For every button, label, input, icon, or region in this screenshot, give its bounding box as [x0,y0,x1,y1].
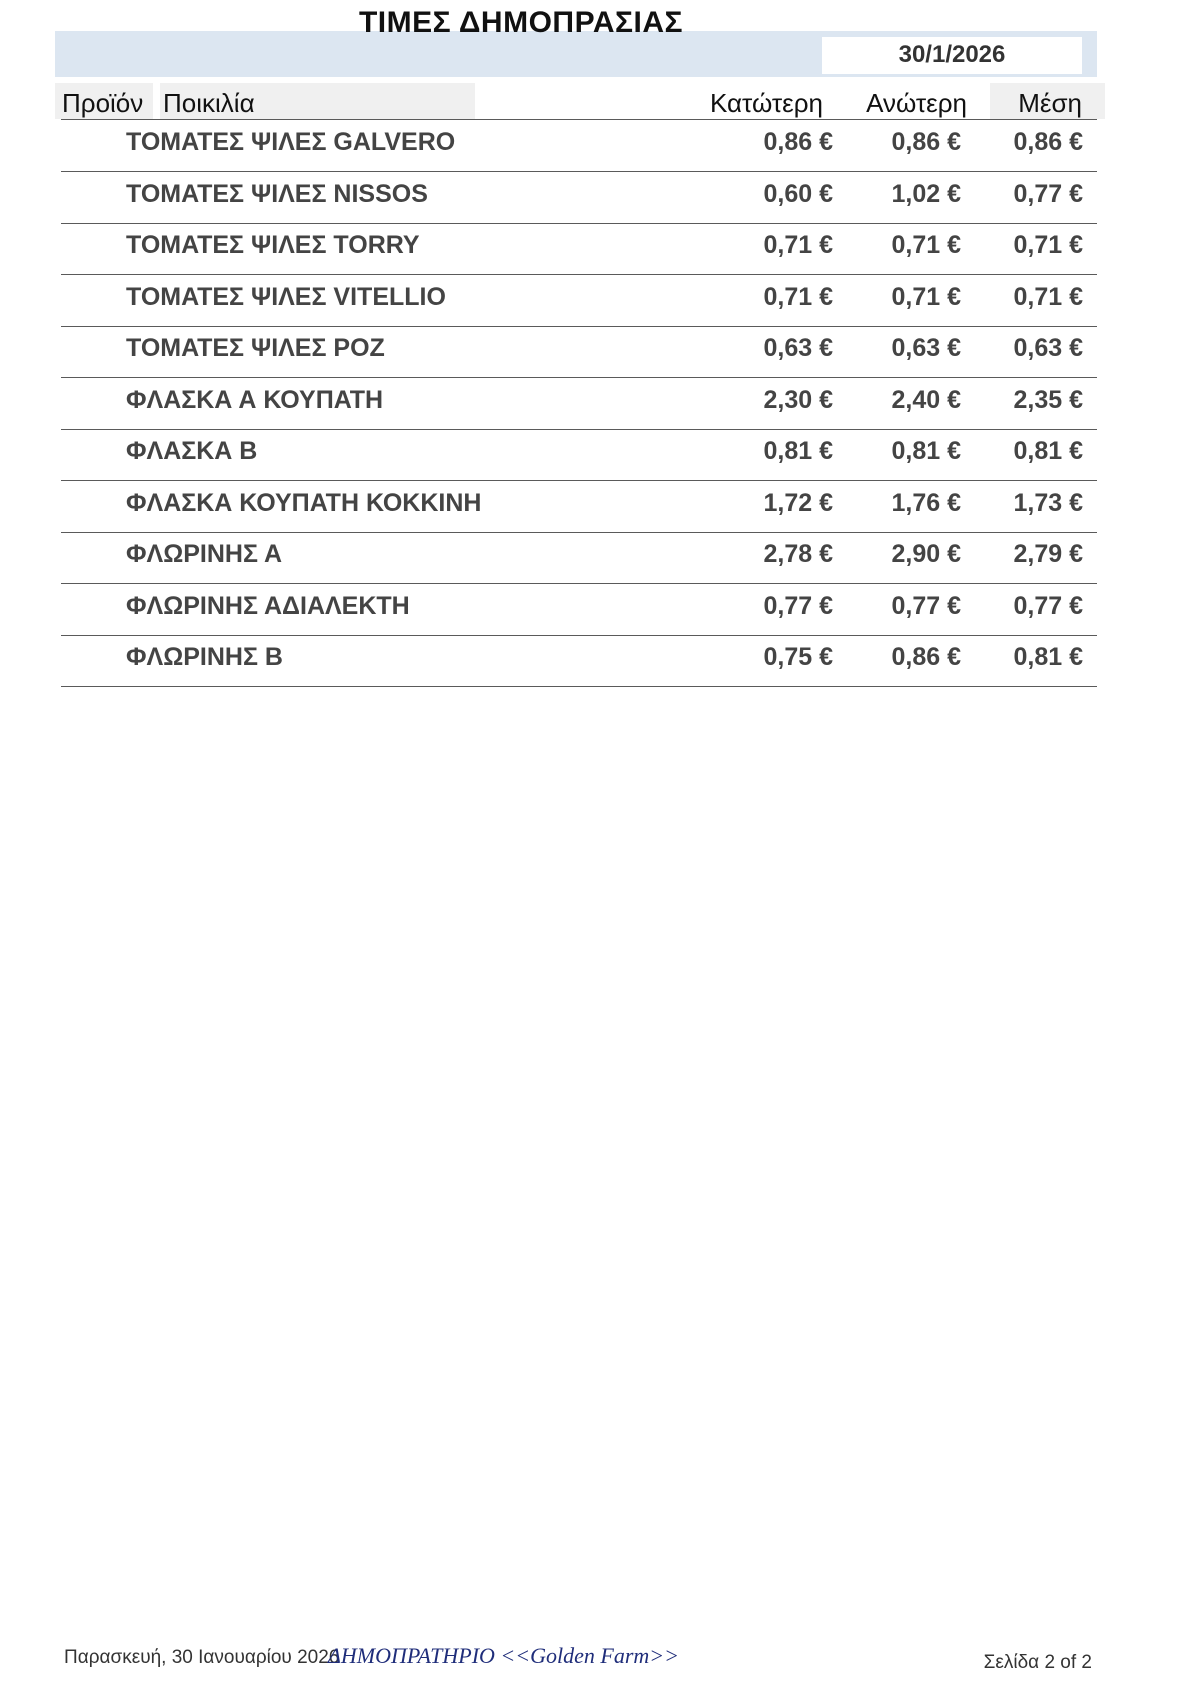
high-price-cell: 0,86 € [891,128,961,156]
avg-price-cell: 0,86 € [1013,128,1083,156]
variety-cell: ΤΟΜΑΤΕΣ ΨΙΛΕΣ NISSOS [126,179,428,208]
table-row [61,532,1097,584]
low-price-cell: 0,60 € [763,179,833,208]
table-row [61,378,1097,430]
table-row [61,275,1097,327]
low-price-cell: 0,71 € [763,231,833,259]
high-price-cell: 0,77 € [891,591,961,620]
variety-cell: ΦΛΑΣΚΑ Β [126,437,258,465]
avg-price-cell: 0,77 € [1013,179,1083,208]
high-price-cell: 0,81 € [891,437,961,465]
table-row [61,223,1097,275]
avg-price-cell: 0,77 € [1013,591,1083,620]
header-high: Ανώτερη [866,88,967,118]
header-product: Προϊόν [62,88,144,118]
low-price-cell: 0,75 € [763,643,833,671]
high-price-cell: 0,71 € [891,231,961,259]
variety-cell: ΦΛΩΡΙΝΗΣ ΑΔΙΑΛΕΚΤΗ [126,591,410,620]
header-avg: Μέση [1018,88,1082,118]
table-row [61,584,1097,636]
low-price-cell: 1,72 € [763,488,833,517]
variety-cell: ΤΟΜΑΤΕΣ ΨΙΛΕΣ GALVERO [126,128,456,156]
auction-date: 30/1/2026 [898,41,1006,68]
table-row [61,429,1097,481]
avg-price-cell: 0,71 € [1013,282,1083,311]
variety-cell: ΤΟΜΑΤΕΣ ΨΙΛΕΣ ΡΟΖ [126,334,385,362]
table-row [61,635,1097,687]
low-price-cell: 0,71 € [763,282,833,311]
avg-price-cell: 0,81 € [1013,437,1083,465]
low-price-cell: 2,78 € [763,540,833,568]
variety-cell: ΦΛΑΣΚΑ Α ΚΟΥΠΑΤΗ [126,385,384,414]
high-price-cell: 2,90 € [891,540,961,568]
footer-organization: ΔΗΜΟΠΡΑΤΗΡΙΟ <<Golden Farm>> [328,1643,679,1668]
page-title: ΤΙΜΕΣ ΔΗΜΟΠΡΑΣΙΑΣ [358,6,684,39]
low-price-cell: 0,63 € [763,334,833,362]
table-row [61,172,1097,224]
low-price-cell: 0,77 € [763,591,833,620]
low-price-cell: 0,86 € [763,128,833,156]
avg-price-cell: 2,79 € [1013,540,1083,568]
footer-date: Παρασκευή, 30 Ιανουαρίου 2026 [64,1647,340,1668]
avg-price-cell: 0,81 € [1013,643,1083,671]
high-price-cell: 0,63 € [891,334,961,362]
table-row [61,481,1097,533]
avg-price-cell: 0,71 € [1013,231,1083,259]
header-low: Κατώτερη [709,88,823,118]
low-price-cell: 0,81 € [763,437,833,465]
high-price-cell: 2,40 € [891,385,961,414]
variety-cell: ΦΛΑΣΚΑ ΚΟΥΠΑΤΗ ΚΟΚΚΙΝΗ [126,488,482,517]
avg-price-cell: 2,35 € [1013,385,1083,414]
table-row [61,326,1097,378]
high-price-cell: 1,02 € [891,179,961,208]
low-price-cell: 2,30 € [763,385,833,414]
avg-price-cell: 0,63 € [1013,334,1083,362]
variety-cell: ΦΛΩΡΙΝΗΣ Α [126,540,283,568]
variety-cell: ΤΟΜΑΤΕΣ ΨΙΛΕΣ TORRY [126,231,420,259]
high-price-cell: 0,71 € [891,282,961,311]
table-row [61,120,1097,172]
header-variety: Ποικιλία [163,88,255,118]
footer-page-number: Σελίδα 2 of 2 [983,1652,1092,1673]
variety-cell: ΦΛΩΡΙΝΗΣ Β [126,643,283,671]
high-price-cell: 0,86 € [891,643,961,671]
variety-cell: ΤΟΜΑΤΕΣ ΨΙΛΕΣ VITELLIO [126,282,446,311]
avg-price-cell: 1,73 € [1013,488,1083,517]
high-price-cell: 1,76 € [891,488,961,517]
